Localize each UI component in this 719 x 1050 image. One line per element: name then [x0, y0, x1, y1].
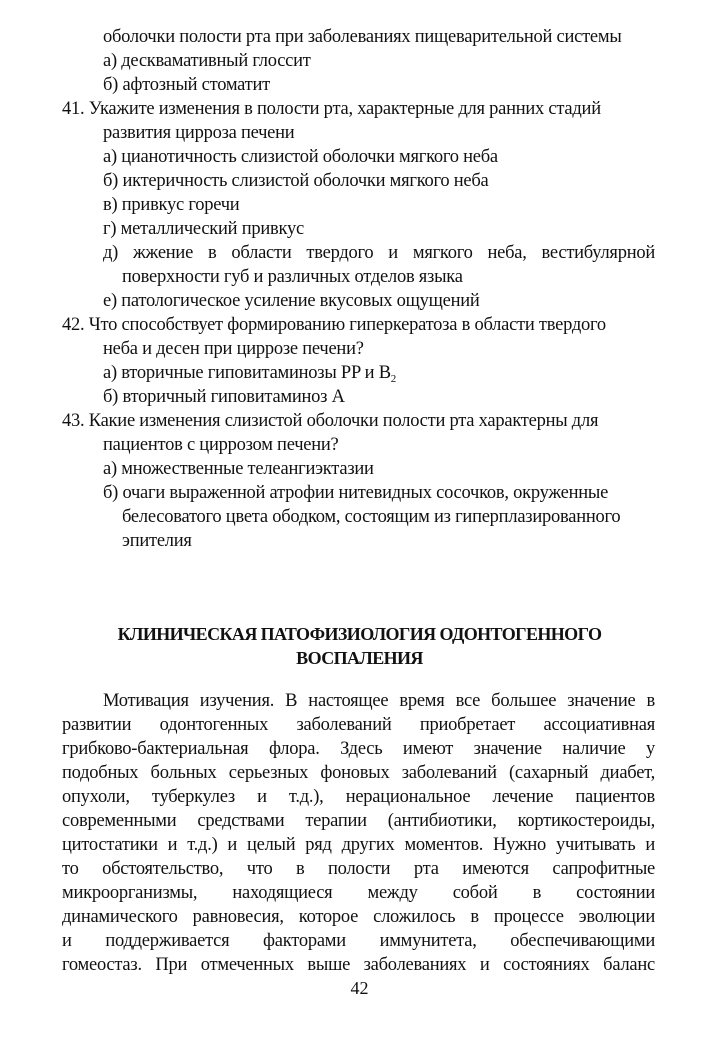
answer-option: е) патологическое усиление вкусовых ощущений [103, 291, 480, 311]
question-43: 43. Какие изменения слизистой оболочки полости рта характерны для [62, 411, 599, 431]
answer-option: г) металлический привкус [103, 219, 304, 239]
paragraph-line: гомеостаз. При отмеченных выше заболеваниях и состояниях баланс [62, 955, 655, 975]
question-text: пациентов с циррозом печени? [103, 435, 339, 455]
answer-option-text: а) вторичные гиповитаминозы PP и B [103, 363, 391, 383]
paragraph-line: динамического равновесия, которое сложилось в процессе эволюции [62, 907, 655, 927]
question-text: развития цирроза печени [103, 123, 295, 143]
paragraph-line: грибково-бактериальная флора. Здесь имеют значение наличие у [62, 739, 655, 759]
answer-option: а) множественные телеангиэктазии [103, 459, 374, 479]
section-heading-line1: КЛИНИЧЕСКАЯ ПАТОФИЗИОЛОГИЯ ОДОНТОГЕННОГО [117, 624, 602, 644]
paragraph-line: современными средствами терапии (антибиотики, кортикостероиды, [62, 811, 655, 831]
section-heading-line2: ВОСПАЛЕНИЯ [296, 648, 423, 668]
subscript: 2 [390, 373, 397, 385]
answer-option: д) жжение в области твердого и мягкого неба, вестибулярной [103, 243, 655, 263]
answer-option-continuation: поверхности губ и различных отделов языка [122, 267, 463, 287]
answer-option: а) десквамативный глоссит [103, 51, 311, 71]
question-41: 41. Укажите изменения в полости рта, характерные для ранних стадий [62, 99, 601, 119]
answer-option-continuation: белесоватого цвета ободком, состоящим из гиперплазированного [122, 507, 621, 527]
answer-option: б) вторичный гиповитаминоз А [103, 387, 345, 407]
answer-option-continuation: эпителия [122, 531, 192, 551]
paragraph-line: Мотивация изучения. В настоящее время все большее значение в [103, 691, 655, 711]
question-text: неба и десен при циррозе печени? [103, 339, 364, 359]
paragraph-line: подобных больных серьезных фоновых заболеваний (сахарный диабет, [62, 763, 655, 783]
paragraph-line: и поддерживается факторами иммунитета, обеспечивающими [62, 931, 655, 951]
question-42: 42. Что способствует формированию гиперкератоза в области твердого [62, 315, 606, 335]
answer-option: а) цианотичность слизистой оболочки мягкого неба [103, 147, 498, 167]
answer-option: б) иктеричность слизистой оболочки мягкого неба [103, 171, 489, 191]
answer-option: б) афтозный стоматит [103, 75, 270, 95]
answer-option: в) привкус горечи [103, 195, 240, 215]
paragraph-line: опухоли, туберкулез и т.д.), нерациональное лечение пациентов [62, 787, 655, 807]
answer-option: б) очаги выраженной атрофии нитевидных сосочков, окруженные [103, 483, 609, 503]
paragraph-line: то обстоятельство, что в полости рта имеются сапрофитные [62, 859, 655, 879]
paragraph-line: микроорганизмы, находящиеся между собой в состоянии [62, 883, 655, 903]
text-line: оболочки полости рта при заболеваниях пищеварительной системы [103, 27, 622, 47]
paragraph-line: развитии одонтогенных заболеваний приобретает ассоциативная [62, 715, 655, 735]
answer-option [103, 362, 396, 384]
page-number: 42 [350, 978, 369, 998]
paragraph-line: цитостатики и т.д.) и целый ряд других моментов. Нужно учитывать и [62, 835, 655, 855]
